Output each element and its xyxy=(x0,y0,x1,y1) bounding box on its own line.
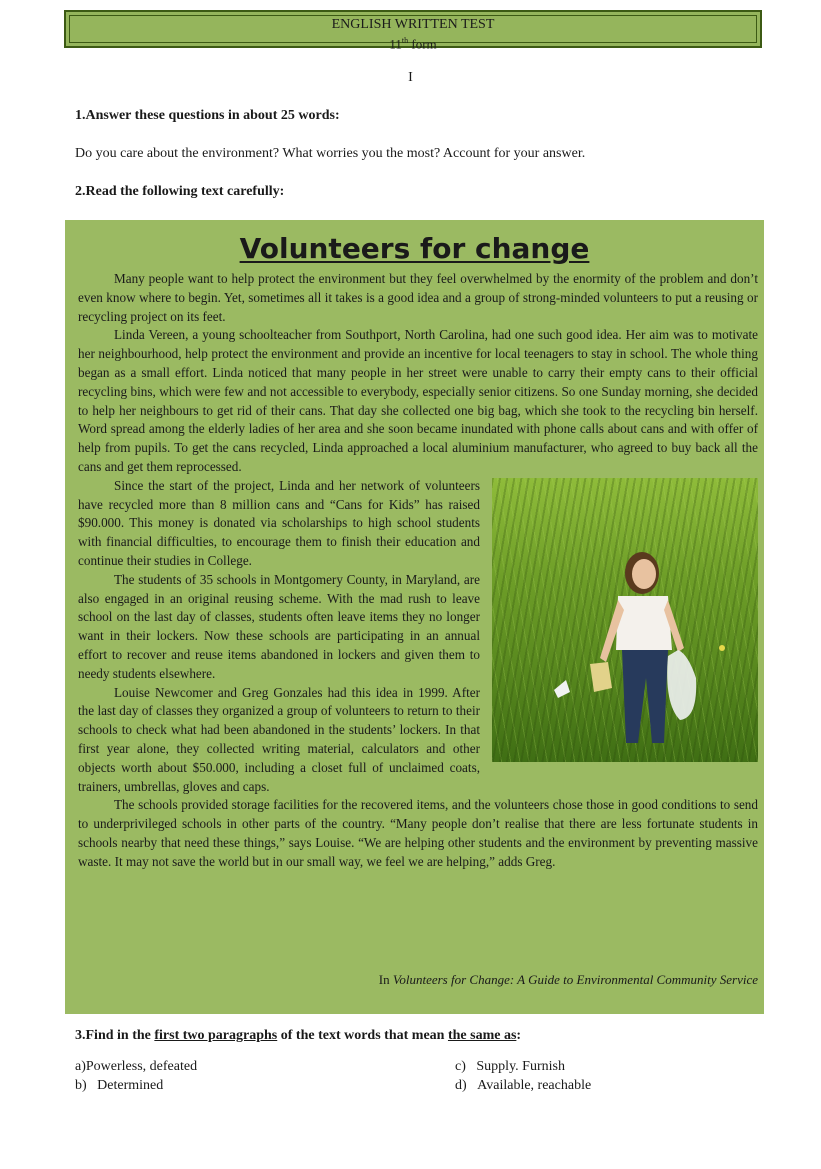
article-paragraph-5: Louise Newcomer and Greg Gonzales had this idea in 1999. After the last day of classes they organized a group of volunteers to return to their schools to check what had been abandoned in the students’ lockers. In that first year alone, they collected writing material, calculators and other objects worth about $50.000, including a closet full of unclaimed coats, trainers, umbrellas, gloves and caps. xyxy=(78,684,480,794)
article-title: Volunteers for change xyxy=(239,232,590,265)
girl-collecting-litter-photo xyxy=(492,478,758,762)
form-sup: th xyxy=(401,36,409,45)
girl-figure xyxy=(492,478,758,762)
section-number: I xyxy=(408,70,413,85)
form-number: 11 xyxy=(389,36,402,52)
test-title: ENGLISH WRITTEN TEST xyxy=(331,17,495,32)
wildflower xyxy=(719,645,725,651)
header-inner-border xyxy=(69,15,757,52)
citation-source: Volunteers for Change: A Guide to Environmental Community Service xyxy=(392,972,758,987)
article-box xyxy=(65,220,764,1014)
question-1-heading: 1.Answer these questions in about 25 words: xyxy=(75,108,340,123)
form-level xyxy=(70,33,756,51)
article-paragraph-2: Linda Vereen, a young schoolteacher from Southport, North Carolina, had one such good idea. Her aim was to motivate her neighbourhood, help protect the environment and provide an incentive for local teenagers to stay in school. The whole thing began as a small effort. Linda noticed that many people in her street were unable to carry their empty cans to their official recycling bins, which were few and not accessible to everybody, especially senior citizens. So one Sunday morning, she decided to help her neighbours to get rid of their cans. That day she collected one big bag, which she took to the recycling bin herself. Word spread among the elderly ladies of her area and she soon became inundated with phone calls about cans and with offer of help from pupils. To get the cans recycled, Linda approached a local aluminium manufacturer, who agreed to buy back all the cans and get them reprocessed. xyxy=(78,327,758,474)
article-body xyxy=(78,270,758,872)
paper-scrap xyxy=(554,680,570,698)
litter-bundle xyxy=(590,662,612,692)
option-b: b) Determined xyxy=(75,1078,164,1093)
question-1-text: Do you care about the environment? What worries you the most? Account for your answer. xyxy=(75,146,586,161)
option-c: c) Supply. Furnish xyxy=(455,1059,565,1074)
article-paragraph-4: The students of 35 schools in Montgomery County, in Maryland, are also engaged in an original reusing scheme. With the mad rush to leave school on the last day of classes, students often leave items they no longer want in their lockers. Now these schools are participating in an annual effort to recover and reuse items abandoned in lockers and given them to needy students elsewhere. xyxy=(78,571,480,681)
plastic-bag xyxy=(667,650,696,720)
article-paragraph-1: Many people want to help protect the environment but they feel overwhelmed by the enormity of the problem and don’t even know where to begin. Yet, sometimes all it takes is a good idea and a group of strong-minded volunteers to put a reusing or recycling project on its feet. xyxy=(78,271,758,324)
question-3-heading: 3.Find in the first two paragraphs of the text words that mean the same as: xyxy=(75,1028,522,1043)
white-top xyxy=(616,596,672,650)
question-2-heading: 2.Read the following text carefully: xyxy=(75,184,285,199)
article-paragraph-3: Since the start of the project, Linda and her network of volunteers have recycled more than 8 million cans and “Cans for Kids” has raised $90.000. This money is donated via scholarships to high school students with financial difficulties, to encourage them to finish their education and continue their studies in College. xyxy=(78,477,480,568)
article-paragraph-6: The schools provided storage facilities for the recovered items, and the volunteers chose those in good conditions to send to underprivileged schools in other parts of the country. “Many people don’t realise that there are less fortunate students in schools nearby that need these things,” says Louise. “We are helping other students and the environment by preventing massive waste. It may not save the world but in our small way, we feel we are helping,” adds Greg. xyxy=(78,797,758,869)
option-a: a)Powerless, defeated xyxy=(75,1059,198,1074)
article-citation: In Volunteers for Change: A Guide to Environmental Community Service xyxy=(378,972,758,987)
option-d: d) Available, reachable xyxy=(455,1078,592,1093)
jeans xyxy=(622,650,668,743)
form-word: form xyxy=(411,36,437,52)
face xyxy=(632,559,656,589)
test-header xyxy=(64,10,762,52)
